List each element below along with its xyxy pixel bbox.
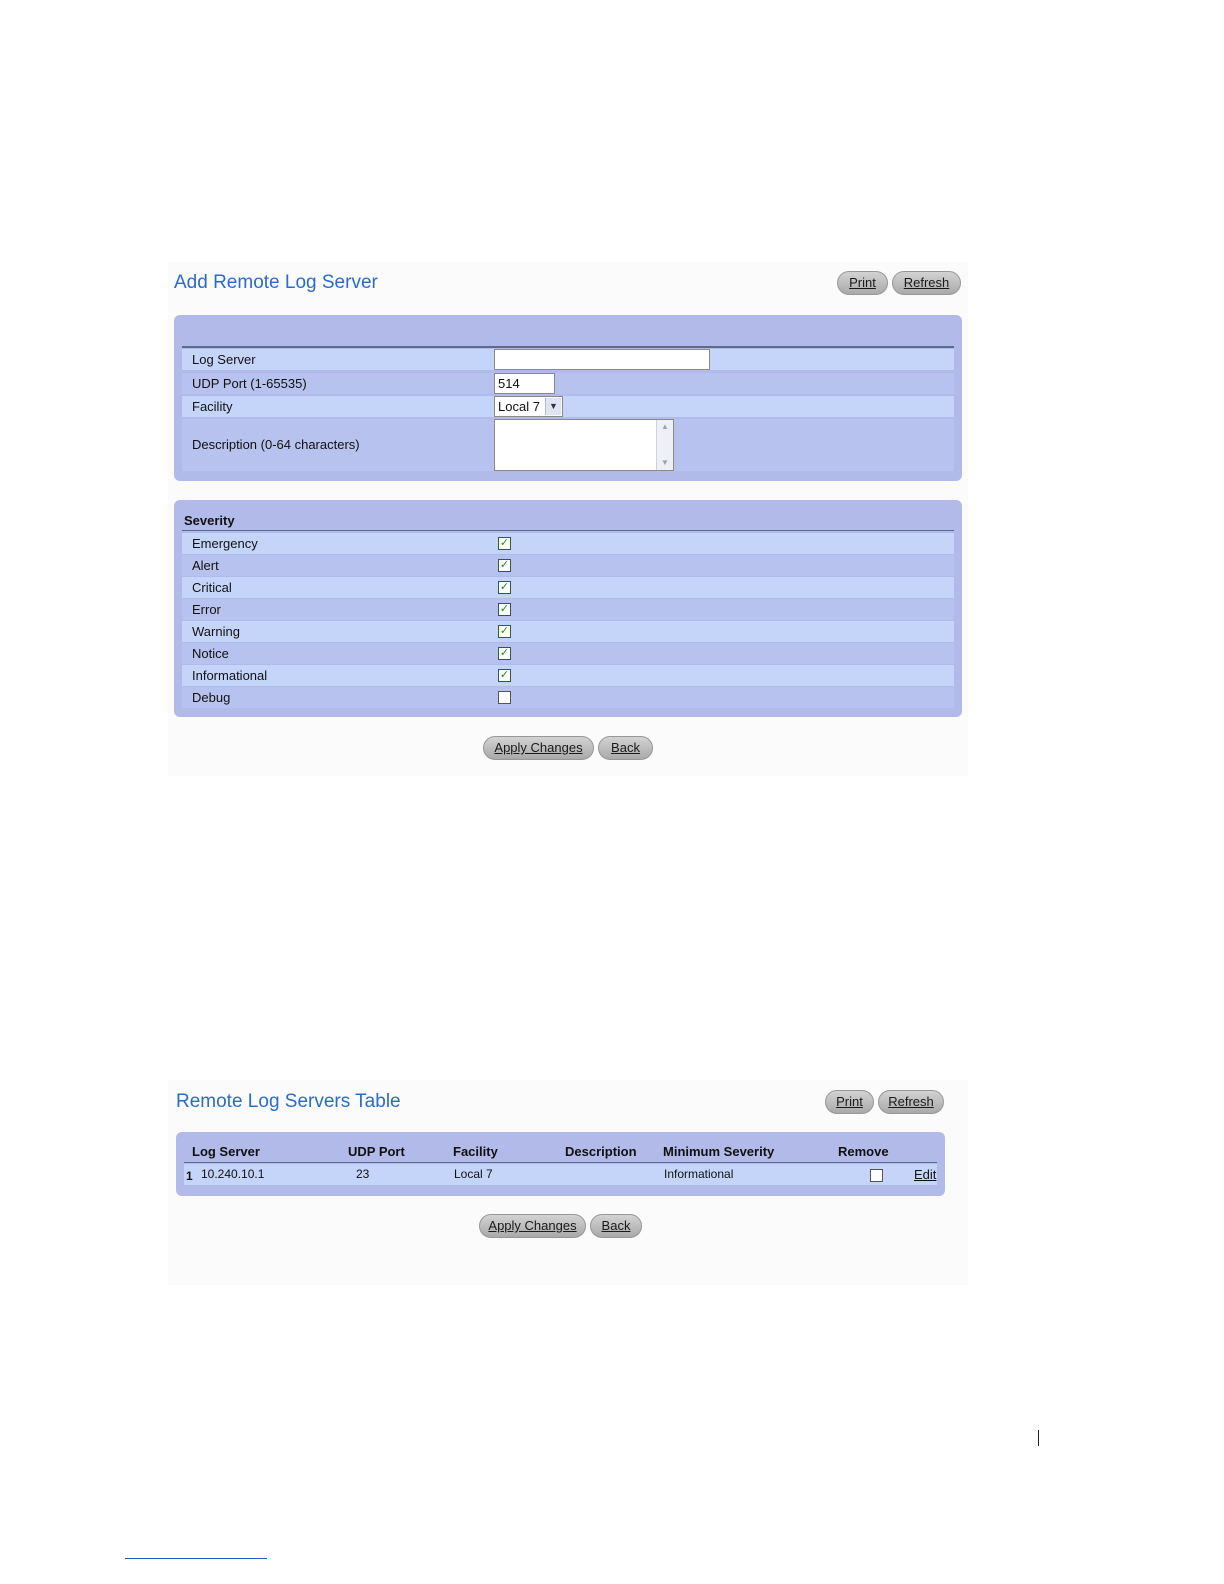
udp-port-label: UDP Port (1-65535) [192,376,307,391]
column-header-log-server: Log Server [192,1144,260,1159]
page-title: Remote Log Servers Table [176,1091,401,1112]
table-row [184,1164,937,1185]
servers-table [176,1132,945,1196]
severity-row-debug [182,687,954,708]
back-button[interactable]: Back [598,736,653,760]
footnote-rule [125,1558,267,1559]
column-header-description: Description [565,1144,637,1159]
severity-label: Warning [192,624,240,639]
print-button[interactable]: Print [837,271,888,295]
description-textarea[interactable] [494,419,674,471]
add-remote-log-server-screen [168,262,968,776]
divider [182,530,954,531]
apply-changes-button[interactable]: Apply Changes [479,1214,586,1238]
warning-checkbox[interactable]: ✓ [499,625,510,637]
column-header-udp-port: UDP Port [348,1144,405,1159]
column-header-facility: Facility [453,1144,498,1159]
severity-row-critical [182,577,954,598]
severity-row-informational [182,665,954,686]
settings-panel [174,315,962,481]
cell-log-server: 10.240.10.1 [201,1167,265,1181]
notice-checkbox[interactable]: ✓ [499,647,510,659]
column-header-remove: Remove [838,1144,889,1159]
description-label: Description (0-64 characters) [192,437,360,452]
debug-checkbox[interactable] [498,691,511,704]
scroll-up-icon[interactable]: ▲ [661,422,669,431]
edit-link[interactable]: Edit [914,1167,937,1182]
critical-checkbox[interactable]: ✓ [499,581,510,593]
remote-log-servers-table-screen [168,1080,968,1285]
severity-label: Debug [192,690,231,705]
back-button[interactable]: Back [590,1214,642,1238]
divider [184,1162,937,1163]
refresh-button[interactable]: Refresh [878,1090,944,1114]
severity-row-error [182,599,954,620]
severity-label: Alert [192,558,219,573]
emergency-checkbox[interactable]: ✓ [499,537,510,549]
udp-port-row [182,373,954,394]
severity-row-emergency [182,533,954,554]
apply-changes-button[interactable]: Apply Changes [483,736,594,760]
facility-row [182,396,954,417]
log-server-label: Log Server [192,352,256,367]
severity-label: Emergency [192,536,258,551]
row-index: 1 [186,1169,193,1183]
severity-row-notice [182,643,954,664]
severity-label: Error [192,602,221,617]
severity-label: Informational [192,668,268,683]
severity-row-warning [182,621,954,642]
page-title: Add Remote Log Server [174,272,378,293]
udp-port-input[interactable]: 514 [494,373,555,394]
facility-label: Facility [192,399,233,414]
divider [182,346,954,348]
severity-label: Critical [192,580,232,595]
scroll-down-icon[interactable]: ▼ [661,458,669,467]
severity-label: Notice [192,646,229,661]
scrollbar[interactable] [656,420,673,470]
chevron-down-icon: ▼ [545,398,561,415]
error-checkbox[interactable]: ✓ [499,603,510,615]
remove-checkbox[interactable] [870,1169,883,1182]
facility-select[interactable] [494,396,563,417]
informational-checkbox[interactable]: ✓ [499,669,510,681]
severity-row-alert [182,555,954,576]
page-marker [1038,1430,1039,1446]
severity-header: Severity [184,513,235,528]
alert-checkbox[interactable]: ✓ [499,559,510,571]
log-server-input[interactable] [494,349,710,370]
cell-minimum-severity: Informational [664,1167,734,1181]
print-button[interactable]: Print [825,1090,874,1114]
cell-udp-port: 23 [356,1167,370,1181]
facility-selected-value: Local 7 [498,399,540,414]
refresh-button[interactable]: Refresh [892,271,961,295]
severity-panel [174,500,962,717]
column-header-minimum-severity: Minimum Severity [663,1144,775,1159]
cell-facility: Local 7 [454,1167,493,1181]
